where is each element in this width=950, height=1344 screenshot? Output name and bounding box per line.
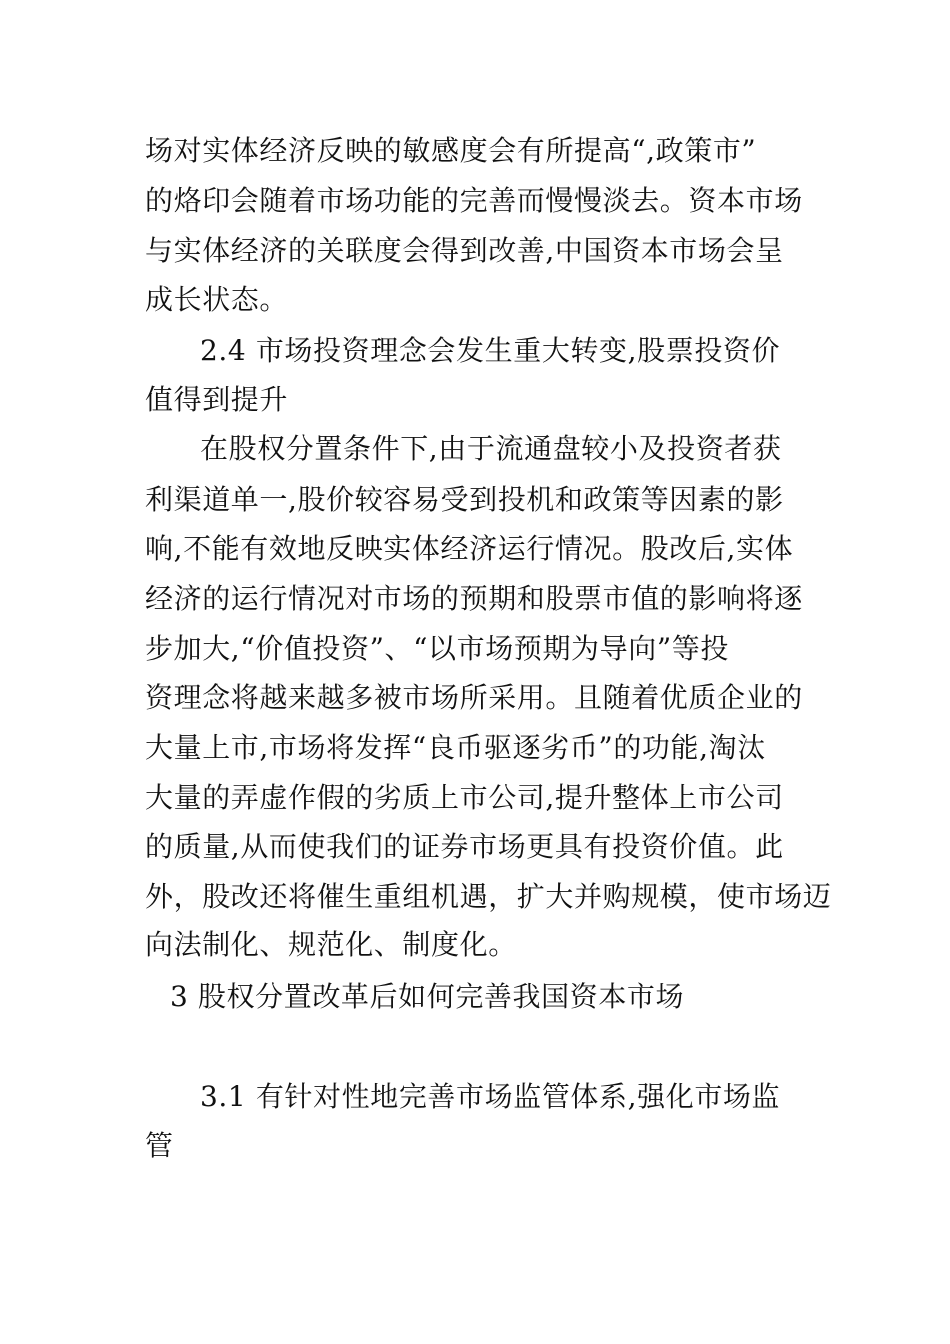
paragraph-line: 大量的弄虚作假的劣质上市公司,提升整体上市公司	[145, 781, 784, 814]
paragraph-line: 利渠道单一,股价较容易受到投机和政策等因素的影	[145, 483, 784, 516]
section-heading-3-1: 3.1 有针对性地完善市场监管体系,强化市场监	[200, 1080, 781, 1113]
paragraph-line: 在股权分置条件下,由于流通盘较小及投资者获	[200, 432, 782, 465]
section-heading-2-4-cont: 值得到提升	[145, 383, 289, 416]
section-heading-3-1-cont: 管	[145, 1129, 174, 1162]
paragraph-line: 大量上市,市场将发挥“良币驱逐劣币”的功能,淘汰	[145, 731, 766, 764]
paragraph-line: 经济的运行情况对市场的预期和股票市值的影响将逐	[145, 582, 803, 615]
paragraph-line: 响,不能有效地反映实体经济运行情况。股改后,实体	[145, 532, 794, 565]
paragraph-line: 向法制化、规范化、制度化。	[145, 928, 517, 961]
paragraph-line: 步加大,“价值投资”、“以市场预期为导向”等投	[145, 632, 729, 665]
paragraph-line: 场对实体经济反映的敏感度会有所提高“,政策市”	[145, 134, 757, 167]
paragraph-line: 成长状态。	[145, 283, 289, 316]
paragraph-line: 外，股改还将催生重组机遇，扩大并购规模，使市场迈	[145, 880, 832, 913]
section-heading-2-4: 2.4 市场投资理念会发生重大转变,股票投资价	[200, 334, 781, 367]
paragraph-line: 的烙印会随着市场功能的完善而慢慢淡去。资本市场	[145, 184, 803, 217]
paragraph-line: 的质量,从而使我们的证券市场更具有投资价值。此	[145, 830, 784, 863]
section-heading-3: 3 股权分置改革后如何完善我国资本市场	[170, 980, 685, 1013]
paragraph-line: 资理念将越来越多被市场所采用。且随着优质企业的	[145, 681, 803, 714]
paragraph-line: 与实体经济的关联度会得到改善,中国资本市场会呈	[145, 234, 784, 267]
